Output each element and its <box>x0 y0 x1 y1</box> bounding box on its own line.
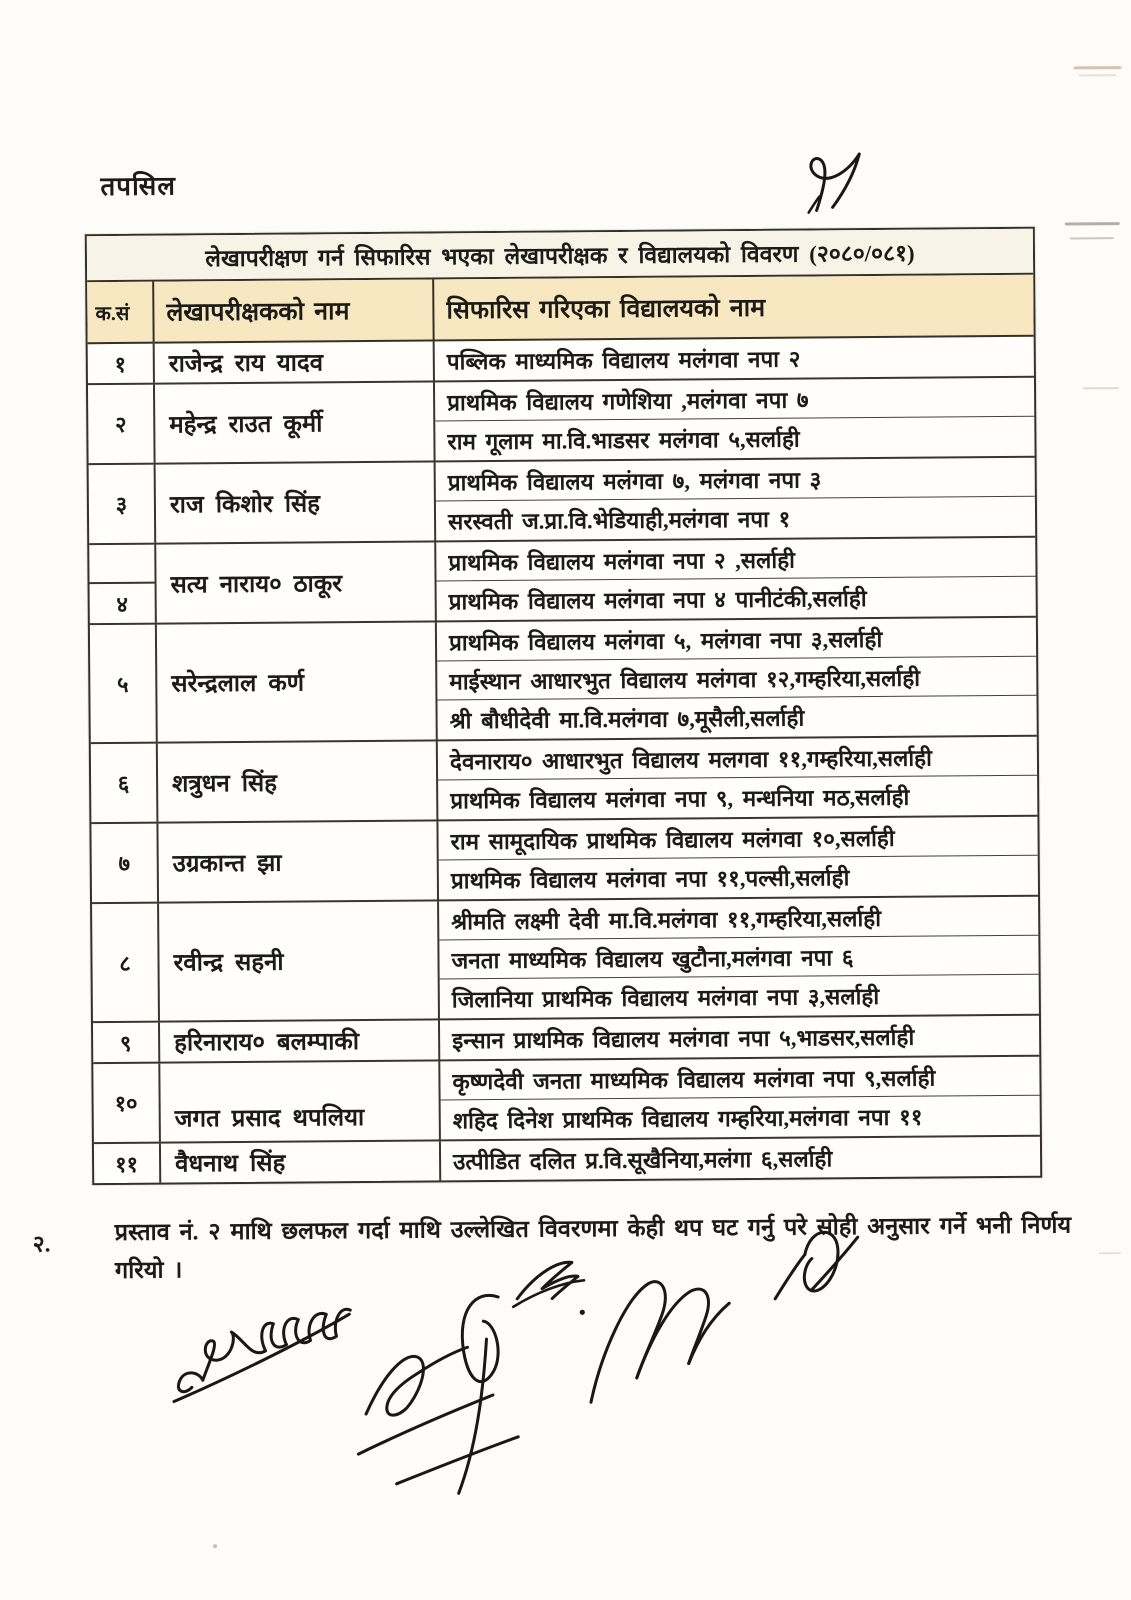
school-line: प्राथमिक विद्यालय मलंगवा नपा ९, मन्धनिया मठ,सर्लाही <box>450 784 910 814</box>
auditor-name-cell <box>159 901 440 1020</box>
scan-artifact <box>1065 222 1120 225</box>
serial-cell <box>91 824 159 903</box>
signature-icon-4 <box>590 1281 730 1402</box>
serial-number: ३ <box>115 491 128 517</box>
serial-cell <box>90 625 158 743</box>
table-row <box>91 737 1038 824</box>
serial-number: ११ <box>115 1151 139 1177</box>
auditor-name-cell <box>157 622 438 741</box>
empty-subcell <box>89 545 154 585</box>
school-line: कृष्णदेवी जनता माध्यमिक विद्यालय मलंगवा नपा ९,सर्लाही <box>440 1057 1039 1101</box>
school-line: प्राथमिक विद्यालय मलंगवा नपा ४ पानीटंकी,सर्लाही <box>448 586 867 615</box>
scan-artifact <box>1079 74 1117 76</box>
schools-cell <box>438 737 1038 820</box>
school-line: पब्लिक माध्यमिक विद्यालय मलंगवा नपा २ <box>446 346 801 375</box>
signature-icon-2 <box>357 1295 519 1494</box>
auditor-name-cell <box>156 542 437 622</box>
scan-artifact <box>1074 66 1122 69</box>
school-line: जनता माध्यमिक विद्यालय खुटौना,मलंगवा नपा ६ <box>439 936 1038 980</box>
schools-cell <box>440 1016 1039 1060</box>
auditor-name: हरिनाराय० बलम्पाकी <box>174 1029 360 1057</box>
auditor-name: राजेन्द्र राय यादव <box>168 350 324 378</box>
auditor-name-cell <box>155 341 435 382</box>
serial-cell <box>88 344 155 384</box>
school-line: श्रीमति लक्ष्मी देवी मा.वि.मलंगवा ११,गम्हरिया,सर्लाही <box>439 897 1038 941</box>
table-header-row <box>87 275 1033 344</box>
serial-number: ८ <box>119 950 131 976</box>
auditor-name-cell <box>156 462 437 542</box>
scan-artifact <box>1099 1252 1121 1254</box>
decision-note: प्रस्ताव नं. २ माथि छलफल गर्दा माथि उल्लेखित विवरणमा केही थप घट गर्नु परे सोही अनुसार गर्ने भनी निर्णय गरियो । <box>114 1212 1072 1285</box>
table-row <box>89 458 1036 545</box>
header-serial: क.सं <box>87 282 154 343</box>
auditor-name: जगत प्रसाद थपलिया <box>174 1105 365 1133</box>
table-row <box>90 618 1037 744</box>
serial-cell <box>88 385 156 464</box>
schools-cell <box>437 618 1037 740</box>
auditor-name-cell <box>158 741 439 821</box>
serial-number: २ <box>114 411 127 437</box>
school-line: माईस्थान आधारभुत विद्यालय मलंगवा १२,गम्हरिया,सर्लाही <box>437 657 1036 701</box>
school-line: इन्सान प्राथमिक विद्यालय मलंगवा नपा ५,भाडसर,सर्लाही <box>452 1024 915 1054</box>
page-title: तपसिल <box>100 171 177 202</box>
header-auditor-name: लेखापरीक्षकको नाम <box>154 279 434 341</box>
table-row <box>94 1137 1040 1183</box>
auditor-name-cell <box>155 382 436 462</box>
school-line: प्राथमिक विद्यालय मलंगवा ७, मलंगवा नपा ३ <box>436 458 1035 502</box>
serial-cell <box>89 545 157 624</box>
school-line: शहिद दिनेश प्राथमिक विद्यालय गम्हरिया,मलंगवा नपा ११ <box>452 1104 923 1134</box>
schools-cell <box>438 817 1038 900</box>
serial-number: १ <box>114 351 127 377</box>
note-number: २. <box>32 1231 51 1257</box>
school-line: सरस्वती ज.प्रा.वि.भेडियाही,मलंगवा नपा १ <box>447 506 791 535</box>
table-row <box>89 538 1036 625</box>
school-line: श्री बौधीदेवी मा.वि.मलंगवा ७,मूसैली,सर्लाही <box>449 705 805 734</box>
serial-cell <box>89 465 157 544</box>
school-line: जिलानिया प्राथमिक विद्यालय मलंगवा नपा ३,सर्लाही <box>451 983 880 1013</box>
serial-number: ५ <box>116 671 129 697</box>
school-line: प्राथमिक विद्यालय मलंगवा नपा २ ,सर्लाही <box>436 538 1035 582</box>
serial-cell <box>93 1023 160 1063</box>
serial-cell <box>94 1144 161 1184</box>
school-line: राम गूलाम मा.वि.भाडसर मलंगवा ५,सर्लाही <box>447 426 800 455</box>
scan-artifact <box>1083 387 1119 389</box>
auditor-name-cell <box>160 1061 441 1141</box>
schools-cell <box>435 337 1034 381</box>
auditor-name: महेन्द्र राउत कूर्मी <box>169 410 323 439</box>
serial-number: ४ <box>116 591 129 617</box>
schools-cell <box>435 378 1035 461</box>
table-row <box>93 1057 1040 1144</box>
schools-cell <box>436 538 1036 621</box>
schools-cell <box>440 1057 1040 1140</box>
table-row <box>88 378 1035 465</box>
school-line: प्राथमिक विद्यालय मलंगवा ५, मलंगवा नपा ३,सर्लाही <box>437 618 1036 662</box>
auditor-name: वैधनाथ सिंह <box>175 1150 286 1178</box>
serial-cell <box>91 744 159 823</box>
pen-scribble-icon <box>786 146 907 227</box>
signature-icon-1 <box>173 1309 351 1401</box>
auditor-name-cell <box>158 821 439 901</box>
school-line: प्राथमिक विद्यालय गणेशिया ,मलंगवा नपा ७ <box>435 378 1034 422</box>
header-school-name: सिफारिस गरिएका विद्यालयको नाम <box>446 294 766 325</box>
auditor-name: शत्रुधन सिंह <box>172 770 278 798</box>
scan-artifact <box>1070 237 1114 239</box>
serial-cell <box>93 1064 161 1143</box>
serial-number: ७ <box>118 850 131 876</box>
schools-cell <box>441 1137 1040 1181</box>
school-line: राम सामूदायिक प्राथमिक विद्यालय मलंगवा १०,सर्लाही <box>438 817 1037 861</box>
schools-cell <box>436 458 1036 541</box>
serial-number: ९ <box>119 1030 132 1056</box>
table-title: लेखापरीक्षण गर्न सिफारिस भएका लेखापरीक्षक र विद्यालयको विवरण (२०८०/०८१) <box>87 229 1033 282</box>
auditor-name: रवीन्द्र सहनी <box>173 949 284 977</box>
school-line: देवनाराय० आधारभुत विद्यालय मलगवा ११,गम्हरिया,सर्लाही <box>438 737 1037 781</box>
school-line: प्राथमिक विद्यालय मलंगवा नपा ११,पल्सी,सर्लाही <box>450 865 850 894</box>
auditor-name: उग्रकान्त झा <box>172 850 282 878</box>
auditor-name: राज किशोर सिंह <box>169 490 321 519</box>
auditor-name-cell <box>160 1020 440 1061</box>
table-row <box>92 897 1039 1023</box>
school-line: उत्पीडित दलित प्र.वि.सूखैनिया,मलंगा ६,सर्लाही <box>452 1146 833 1175</box>
table-body <box>88 337 1041 1183</box>
scan-artifact <box>213 1544 217 1548</box>
auditor-name: सरेन्द्रलाल कर्ण <box>171 670 305 698</box>
serial-number: ६ <box>117 770 130 796</box>
table-row <box>91 817 1038 904</box>
serial-cell <box>92 904 160 1022</box>
auditor-name: सत्य नाराय० ठाकूर <box>170 570 343 599</box>
serial-number: १० <box>114 1090 138 1116</box>
auditor-name-cell <box>161 1141 441 1182</box>
schools-cell <box>439 897 1039 1019</box>
audit-recommendation-table <box>85 227 1042 1185</box>
